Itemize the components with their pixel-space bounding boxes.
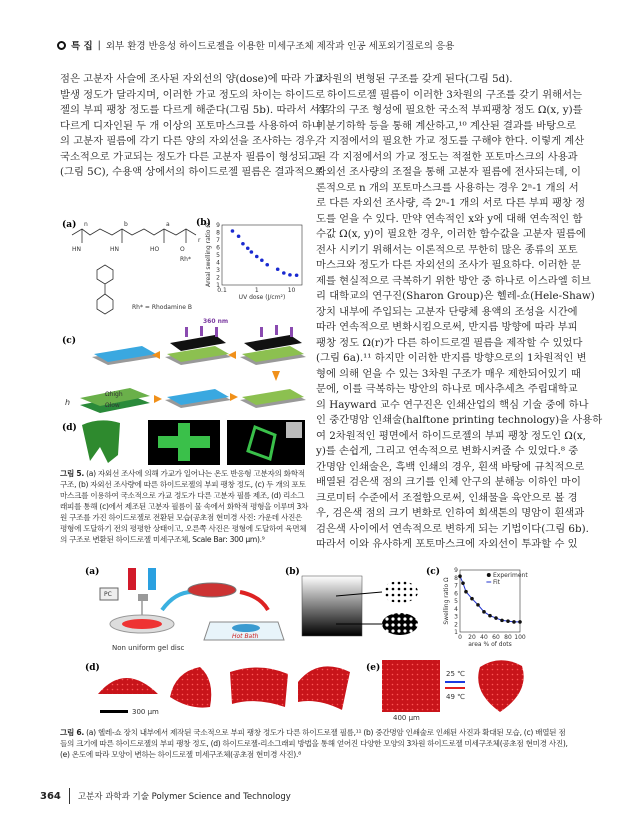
y-tick-label: 9 — [216, 222, 220, 229]
y-tick-label: 1 — [454, 629, 458, 636]
y-tick-label: 1 — [216, 282, 220, 289]
data-point — [246, 246, 250, 250]
section-label: 특 집 — [71, 41, 93, 52]
text-line: 따라서 이와 유사하게 포토마스크에 자외선이 투과할 수 있 — [316, 538, 578, 550]
y-tick-label: 3 — [216, 267, 220, 274]
scale-bar-300: 300 μm — [132, 708, 159, 716]
text-line: 각 지점에서의 필요한 가교 정도를 구해야 한다. 이렇게 계산 — [316, 135, 585, 147]
y-tick-label: 8 — [216, 229, 220, 237]
text-line: 팽창 정도 Ω(r)가 다른 하이드로겔 필름을 제작할 수 있었다 — [316, 336, 583, 349]
chem-n: n — [84, 221, 88, 228]
text-line: 도를 얻을 수 있다. 만약 연속적인 x와 y에 대해 연속적인 함 — [316, 212, 583, 225]
y-tick-label: 7 — [454, 582, 458, 590]
gel-disc-label: Non uniform gel disc — [112, 644, 185, 652]
text-line: 하이드로젤 필름이 이러한 3차원의 구조를 갖기 위해서는 — [327, 88, 582, 101]
text-line: 젤의 부피 팽창 정도를 다르게 해준다(그림 5b). 따라서 서로 — [60, 104, 330, 116]
fig6-label-e: (e) — [366, 663, 381, 673]
y-axis-label: Areal swelling ratio Ω — [205, 223, 212, 287]
plot-frame — [460, 570, 520, 632]
caption-label: 그림 6. — [60, 728, 84, 737]
running-header — [57, 38, 454, 52]
text-line: 전사 시키기 위해서는 이론적으로 무한히 많은 종류의 포토 — [316, 243, 578, 256]
y-tick-label: 5 — [216, 252, 220, 259]
data-point — [250, 250, 254, 254]
text-line: 크로미터 수준에서 조절함으로써, 인쇄물을 육안으로 볼 경 — [316, 491, 578, 504]
text-line: 각각의 구조 형성에 필요한 국소적 부피팽창 정도 Ω(x, y)를 — [316, 104, 583, 116]
page-number: 364 — [40, 790, 61, 802]
halftone-image — [302, 576, 418, 636]
data-point — [237, 234, 241, 238]
data-point — [464, 590, 468, 594]
text-line: 배열된 검은색 점의 크기를 인체 안구의 분해능 이하인 마이 — [316, 476, 581, 488]
text-line: 마스크와 정도가 다른 자외선의 조사가 필요하다. 이러한 문 — [316, 259, 581, 271]
bullet-icon — [57, 41, 66, 50]
data-point — [288, 273, 292, 277]
text-line: 된 각 지점에서의 가교 정도는 적절한 포토마스크의 사용과 — [316, 150, 578, 163]
header-divider: | — [97, 39, 101, 51]
figure-6-caption — [60, 727, 570, 760]
temp-49: 49 ℃ — [446, 693, 465, 701]
chem-hn1: HN — [72, 246, 81, 253]
chem-b: b — [124, 221, 128, 228]
y-tick-label: 5 — [454, 598, 458, 605]
data-point — [482, 610, 486, 614]
x-tick-label: 0.1 — [217, 287, 227, 294]
rhodamine-label: Rh* = Rhodamine B — [132, 304, 192, 311]
x-tick-label: 10 — [287, 287, 296, 294]
3d-microstructures — [98, 666, 350, 716]
data-point — [476, 603, 480, 607]
data-point — [470, 597, 474, 601]
legend-label: Experiment — [493, 572, 528, 579]
left-column-text — [60, 72, 330, 181]
y-tick-label: 3 — [454, 613, 458, 621]
x-tick-label: 60 — [492, 634, 500, 641]
data-point — [255, 255, 259, 259]
caption-label: 그림 5. — [60, 469, 84, 478]
x-tick-label: 100 — [514, 634, 526, 641]
chart-swelling-ratio — [443, 567, 528, 648]
fig5-label-d: (d) — [62, 423, 77, 433]
omega-low: Ωlow — [105, 402, 120, 409]
y-tick-label: 4 — [216, 259, 220, 267]
journal-name: 고분자 과학과 기술 Polymer Science and Technology — [77, 792, 291, 802]
footer-divider — [69, 788, 70, 804]
text-line: 제를 현실적으로 극복하기 위한 방안 중 하나로 이스라엘 히브 — [316, 274, 591, 287]
right-column-text — [316, 72, 603, 553]
fig5-label-b: (b) — [196, 218, 211, 228]
caption-text: (a) 헬레-쇼 장치 내부에서 제작된 국소적으로 부피 팽창 정도가 다른 하이드로젤 필름,¹¹ (b) 중간명암 인쇄술로 인쇄된 사진과 확대된 모습, (c) 배열된 점들의 크기에 따른 하이드로젤의 부피 팽창 정도, (d) 하이드로젤-리소그래피 방법을 통해 얻어진 다양한 모양의 3차원 하이드로젤 미세구조체(공초점 현미경 사진), (e) 온도에 따라 모양이 변하는 하이드로젤 미세구조체(공초점 현미경 사진).⁸ — [60, 728, 568, 759]
chem-a: a — [166, 221, 170, 228]
text-line: 로 다른 자외선 조사량, 즉 2ⁿ-1 개의 서로 다른 부피 팽창 정 — [316, 197, 586, 209]
legend-marker — [487, 573, 491, 577]
chart-uv-dose — [205, 222, 302, 301]
text-line: 자외선 조사량의 조절을 통해 고분자 필름에 전사되는데, 이 — [316, 166, 581, 178]
x-tick-label: 0 — [458, 634, 462, 641]
chemical-structure — [72, 229, 196, 314]
text-line: 리 대학교의 연구진(Sharon Group)은 헬레-쇼(Hele-Shaw) — [316, 290, 595, 302]
x-axis-label: UV dose (J/cm²) — [238, 294, 286, 301]
text-line: 발생 정도가 달라지며, 이러한 가교 정도의 차이는 하이드로 — [60, 88, 325, 101]
temp-25: 25 ℃ — [446, 670, 465, 678]
data-point — [282, 271, 286, 275]
data-point — [458, 574, 462, 578]
text-line: 점은 고분자 사슬에 조사된 자외선의 양(dose)에 따라 가교 — [60, 73, 324, 85]
x-axis-label: area % of dots — [468, 641, 512, 648]
text-line: 론적으로 n 개의 포토마스크를 사용하는 경우 2ⁿ-1 개의 서 — [316, 181, 579, 194]
x-tick-label: 20 — [468, 634, 476, 641]
data-point — [461, 581, 465, 585]
y-tick-label: 2 — [216, 274, 220, 282]
hele-shaw-setup — [100, 568, 284, 652]
hot-bath-label: Hot Bath — [232, 633, 259, 640]
y-tick-label: 6 — [216, 244, 220, 252]
y-tick-label: 8 — [454, 574, 458, 582]
chem-r: r — [198, 237, 201, 244]
legend-label: Fit — [493, 579, 501, 586]
figure-6 — [60, 562, 570, 722]
data-point — [500, 619, 504, 623]
text-line: 간명암 인쇄술은, 흑백 인쇄의 경우, 흰색 바탕에 규칙적으로 — [316, 460, 585, 473]
text-line: (그림 5C), 수용액 상에서의 하이드로젤 필름은 결과적으로 — [60, 166, 325, 178]
fig5-label-c: (c) — [62, 336, 76, 346]
y-tick-label: 9 — [454, 567, 458, 574]
chem-hn2: HN — [110, 246, 119, 253]
header-title: 외부 환경 반응성 하이드로젤을 이용한 미세구조체 제작과 인공 세포외기질로의 응용 — [105, 41, 455, 52]
data-point — [276, 267, 280, 271]
y-tick-label: 2 — [454, 621, 458, 629]
y-tick-label: 7 — [216, 237, 220, 244]
text-line: 다르게 디자인된 두 개 이상의 포토마스크를 사용하여 하나 — [60, 119, 322, 132]
text-line: (그림 6a).¹¹ 하지만 이러한 반지름 방향으로의 1차원적인 변 — [316, 352, 587, 364]
y-tick-label: 4 — [454, 605, 458, 613]
data-point — [295, 273, 299, 277]
caption-text: (a) 자외선 조사에 의해 가교가 일어나는 온도 반응형 고분자의 화학적 구조, (b) 자외선 조사량에 따른 하이드로젤의 부피 팽창 정도, (c) 두 개의 포토마스크를 이용하여 국소적으로 가교 정도가 다른 고분자 필름 제조, (d) 리소그래피를 통해 (c)에서 제조된 고분자 필름이 물 속에서 화학적 평형을 이루며 3차원 구조를 가진 하이드로젤로 전환된 모습(공초점 현미경 사진: 가운데 사진은 평형에 도달하기 전의 평평한 상태이고, 오른쪽 사진은 평형에 도달하여 육면체의 구조로 변환된 하이드로젤 미세구조체, Scale Bar: 300 μm).⁹ — [60, 469, 309, 544]
fig6-label-c: (c) — [426, 567, 440, 577]
data-point — [512, 620, 516, 624]
chem-ho: HO — [150, 246, 160, 253]
data-point — [241, 242, 245, 246]
text-line: 의 Hayward 교수 연구진은 인쇄산업의 핵심 기술 중에 하나 — [316, 398, 589, 411]
thickness-h: h — [65, 398, 71, 407]
text-line: 인 중간명암 인쇄술(halftone printing technology)을 사용하 — [316, 414, 603, 426]
fig5-label-a: (a) — [62, 220, 77, 230]
fig6-label-b: (b) — [285, 567, 300, 577]
text-line: 따라 연속적으로 변화시킴으로써, 반지름 방향에 따라 부피 — [316, 321, 578, 333]
text-line: 의 고분자 필름에 각기 다른 양의 자외선을 조사하는 경우, — [60, 135, 319, 147]
data-point — [260, 258, 264, 262]
x-tick-label: 80 — [504, 634, 512, 641]
confocal-images — [82, 420, 305, 465]
data-point — [518, 620, 522, 624]
text-line: 우, 검은색 점의 크기 변화로 인하여 회색톤의 명암이 흰색과 — [316, 507, 585, 519]
pc-label: PC — [104, 591, 112, 598]
text-line: 장치 내부에 주입되는 고분자 단량체 용액의 조성을 시간에 — [316, 305, 578, 318]
y-tick-label: 6 — [454, 590, 458, 598]
chem-rh: Rh* — [180, 256, 191, 263]
data-point — [506, 619, 510, 623]
data-point — [488, 614, 492, 618]
text-line: 여 2차원적인 평면에서 하이드로젤의 부피 팽창 정도인 Ω(x, — [316, 429, 586, 442]
figure-5-caption — [60, 468, 310, 545]
scale-bar-400: 400 μm — [393, 714, 420, 722]
text-line: y)를 손쉽게, 그리고 연속적으로 변화시켜줄 수 있었다.⁸ 중 — [316, 445, 579, 457]
data-point — [494, 616, 498, 620]
x-tick-label: 40 — [480, 634, 488, 641]
text-line: 수값 Ω(x, y)이 필요한 경우, 이러한 함수값을 고분자 필름에 — [316, 228, 586, 240]
thermo-responsive-structure — [382, 660, 524, 722]
page-footer — [40, 788, 291, 804]
figure-5 — [60, 215, 310, 465]
fig6-label-d: (d) — [85, 663, 100, 673]
text-line: 국소적으로 가교되는 정도가 다른 고분자 필름이 형성되고 — [60, 150, 319, 163]
text-line: 문에, 이를 극복하는 방안의 하나로 메사추세츠 주립대학교 — [316, 383, 578, 395]
data-point — [265, 263, 269, 267]
x-tick-label: 1 — [254, 287, 259, 294]
data-point — [231, 229, 235, 233]
process-diagram — [65, 318, 306, 413]
omega-high: Ωhigh — [105, 391, 123, 398]
chem-o: O — [180, 246, 185, 253]
y-axis-label: Swelling ratio Ω — [443, 577, 450, 625]
text-line: 형에 의해 얻을 수 있는 3차원 구조가 매우 제한되어있기 때 — [316, 367, 581, 380]
fig6-label-a: (a) — [85, 567, 100, 577]
uv-wavelength: 360 nm — [203, 318, 229, 325]
text-line: 3차원의 변형된 구조를 갖게 된다(그림 5d). — [316, 73, 513, 85]
text-line: 검은색 사이에서 연속적으로 변하게 되는 기법이다(그림 6b). — [316, 522, 589, 535]
text-line: 미분기하학 등을 통해 계산하고,¹⁰ 계산된 결과를 바탕으로 — [316, 119, 576, 132]
